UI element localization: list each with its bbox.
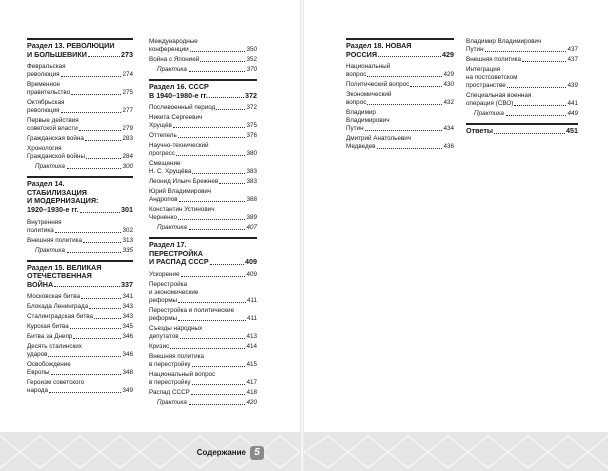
toc-entry-title: Андропов [149, 196, 178, 204]
toc-page-number: 284 [122, 153, 133, 161]
section-divider [27, 260, 133, 262]
toc-page-number: 407 [246, 224, 257, 232]
toc-practice-entry [27, 163, 133, 171]
toc-page-number: 383 [246, 178, 257, 186]
toc-entry-title: РОССИЯ [346, 49, 378, 59]
toc-entry-title: Ускорение [149, 270, 180, 278]
toc-page-number: 429 [443, 71, 454, 79]
dot-leader [377, 148, 443, 149]
page-number-badge: 5 [250, 446, 264, 460]
toc-page-number: 411 [246, 296, 257, 304]
dot-leader [61, 112, 122, 113]
toc-entry-title: реформы [149, 296, 178, 304]
dot-leader [51, 374, 122, 375]
toc-entry-title: Европы [27, 369, 50, 377]
toc-entry-title: Хронология [27, 145, 62, 153]
toc-entry-title: Октябрьская [27, 99, 65, 107]
toc-entry-title: Практика [35, 246, 65, 254]
toc-entry [27, 99, 133, 115]
toc-section-heading [27, 264, 133, 290]
toc-entry-title: народа [27, 387, 49, 395]
dot-leader [170, 348, 245, 349]
dot-leader [180, 338, 246, 339]
toc-entry [27, 135, 133, 143]
toc-entry-title: ударов [27, 351, 48, 359]
dot-leader [48, 356, 121, 357]
toc-entry [149, 353, 257, 369]
toc-entry-title: Съезды народных [149, 324, 203, 332]
toc-entry-title: Война с Японией [149, 56, 200, 63]
dot-leader [73, 338, 121, 339]
toc-entry-title: вопрос [346, 99, 367, 107]
dot-leader [522, 61, 566, 62]
dot-leader [367, 76, 442, 77]
toc-entry [466, 92, 578, 108]
toc-entry-title: реформы [149, 314, 178, 322]
toc-page-number: 346 [122, 351, 133, 359]
dot-leader [192, 384, 246, 385]
toc-entry-title: революция [27, 107, 60, 115]
toc-page-number: 430 [443, 81, 454, 89]
toc-entry-title: Оттепель [149, 132, 177, 140]
toc-entry-title: Битва за Днепр [27, 333, 73, 341]
toc-entry-title: депутатов [149, 332, 179, 340]
toc-entry-title: Кризис [149, 342, 170, 350]
toc-entry [27, 63, 133, 79]
toc-page-number: 349 [122, 387, 133, 395]
toc-entry [27, 303, 133, 311]
dot-leader [54, 286, 120, 287]
toc-page-number: 301 [121, 204, 133, 214]
dot-leader [494, 133, 565, 134]
dot-leader [210, 264, 244, 265]
toc-entry [149, 178, 257, 186]
toc-section-heading [466, 127, 578, 136]
toc-entry-title: Смещение [149, 160, 181, 168]
toc-practice-entry [466, 110, 578, 118]
dot-leader [55, 232, 122, 233]
toc-entry [27, 379, 133, 395]
dot-leader [192, 366, 246, 367]
dot-leader [85, 140, 122, 141]
toc-entry-title: Хрущёв [149, 122, 172, 130]
toc-entry [346, 135, 454, 151]
dot-leader [410, 86, 442, 87]
toc-entry-title: Раздел 13. РЕВОЛЮЦИИ [27, 41, 115, 50]
toc-entry-title: 1920–1930-е гг. [27, 204, 79, 214]
toc-page-number: 341 [122, 293, 133, 301]
toc-entry [27, 81, 133, 97]
toc-entry-title: И БОЛЬШЕВИКИ [27, 49, 87, 59]
toc-page-number: 418 [246, 388, 257, 396]
toc-page-number: 429 [442, 49, 454, 59]
dot-leader [178, 302, 246, 303]
toc-page-number: 343 [122, 313, 133, 321]
toc-entry [27, 343, 133, 359]
left-page [0, 0, 300, 471]
toc-entry-title: Путин [346, 125, 364, 133]
toc-entry-title: вопрос [346, 71, 367, 79]
toc-page-number: 436 [443, 143, 454, 151]
toc-page-number: 345 [122, 323, 133, 331]
toc-page-number: 350 [246, 46, 257, 53]
toc-entry-title: Раздел 14. [27, 179, 65, 189]
toc-entry [346, 91, 454, 107]
section-divider [27, 176, 133, 178]
dot-leader [49, 392, 121, 393]
toc-entry [27, 361, 133, 377]
toc-page-number: 409 [246, 270, 257, 278]
toc-entry [149, 389, 257, 397]
dot-leader [81, 298, 121, 299]
toc-page-number: 335 [122, 246, 133, 254]
dot-leader [365, 130, 443, 131]
toc-entry-title: Константин Устинович [149, 206, 215, 214]
toc-entry-title: Дмитрий Анатольевич [346, 135, 412, 143]
toc-page-number: 275 [122, 89, 133, 97]
toc-entry-title: на постсоветском [466, 74, 518, 81]
section-divider [466, 123, 578, 125]
toc-page-number: 413 [246, 332, 257, 340]
dot-leader [189, 71, 246, 72]
toc-entry-title: советской власти [27, 125, 78, 133]
toc-entry-title: Курская битва [27, 323, 69, 331]
toc-column [466, 38, 578, 140]
dot-leader [506, 115, 567, 116]
dot-leader [88, 56, 120, 57]
toc-entry [346, 63, 454, 79]
toc-entry-title: Героизм советского [27, 379, 85, 387]
dot-leader [189, 404, 246, 405]
toc-entry-title: Десять сталинских [27, 343, 82, 351]
toc-column [27, 38, 133, 397]
section-divider [149, 79, 257, 81]
toc-entry-title: Перестройка [149, 280, 187, 288]
toc-entry [149, 38, 257, 54]
dot-leader [173, 127, 246, 128]
dot-leader [179, 201, 246, 202]
toc-page-number: 437 [567, 56, 578, 63]
toc-entry-title: Временное [27, 81, 60, 89]
page-footer [304, 432, 608, 471]
toc-page-number: 346 [122, 333, 133, 341]
toc-entry-title: Практика [474, 110, 504, 117]
toc-entry-title: Внешняя политика [149, 352, 205, 360]
toc-section-heading [346, 42, 454, 59]
toc-entry [27, 293, 133, 301]
section-divider [149, 237, 257, 239]
section-divider [346, 38, 454, 40]
dot-leader [178, 219, 245, 220]
toc-page-number: 277 [122, 107, 133, 115]
toc-entry-title: Экономический [346, 91, 392, 99]
dot-leader [80, 212, 120, 213]
toc-page-number: 352 [246, 56, 257, 63]
toc-entry-title: Владимир Владимирович [466, 38, 542, 45]
toc-entry-title: Блокада Ленинграда [27, 303, 89, 311]
toc-entry [27, 145, 133, 161]
toc-page-number: 337 [121, 279, 133, 289]
toc-entry-title: правительство [27, 89, 71, 97]
toc-page-number: 370 [246, 66, 257, 73]
dot-leader [70, 328, 122, 329]
toc-page-number: 372 [245, 90, 257, 100]
toc-entry-title: Практика [35, 163, 65, 171]
toc-entry-title: Н. С. Хрущёва [149, 168, 192, 176]
footer-pattern-decoration [304, 432, 608, 471]
toc-page-number: 415 [246, 360, 257, 368]
toc-entry-title: Специальная военная [466, 92, 532, 99]
toc-entry-title: операция (СВО) [466, 100, 514, 107]
toc-entry-title: Сталинградская битва [27, 313, 93, 321]
toc-page-number: 279 [122, 125, 133, 133]
toc-page-number: 372 [246, 104, 257, 112]
toc-entry-title: Московская битва [27, 293, 81, 301]
toc-section-heading [149, 83, 257, 100]
dot-leader [216, 109, 245, 110]
toc-entry [149, 271, 257, 279]
toc-page-number: 417 [246, 378, 257, 386]
toc-page-number: 451 [566, 126, 578, 135]
toc-entry [466, 56, 578, 64]
toc-page-number: 375 [246, 122, 257, 130]
toc-entry [149, 371, 257, 387]
dot-leader [181, 276, 246, 277]
toc-entry [346, 81, 454, 89]
toc-entry-title: конференции [149, 46, 189, 53]
toc-entry-title: Никита Сергеевич [149, 114, 203, 122]
toc-entry [149, 56, 257, 64]
toc-entry-title: пространстве [466, 82, 506, 89]
toc-entry [149, 307, 257, 323]
toc-entry-title: И МОДЕРНИЗАЦИЯ: [27, 196, 99, 206]
toc-entry-title: революция [27, 71, 60, 79]
toc-entry-title: Распад СССР [149, 388, 190, 396]
toc-entry-title: В 1940–1980-е гг. [149, 90, 208, 100]
toc-entry [27, 323, 133, 331]
footer-label: Содержание [196, 448, 246, 457]
toc-practice-entry [149, 66, 257, 74]
toc-entry [149, 132, 257, 140]
toc-entry-title: Владимир [346, 109, 376, 117]
toc-section-heading [27, 180, 133, 214]
dot-leader [209, 97, 244, 98]
toc-page-number: 389 [246, 214, 257, 222]
toc-entry-title: Раздел 16. СССР [149, 82, 209, 91]
toc-entry-title: Ответы [466, 126, 493, 135]
dot-leader [219, 183, 245, 184]
dot-leader [200, 61, 245, 62]
toc-entry-title: Внешняя политика [466, 56, 522, 63]
toc-entry-title: Внутренняя [27, 218, 62, 226]
toc-entry-title: Политический вопрос [346, 81, 410, 89]
toc-entry [149, 142, 257, 158]
toc-entry-title: Леонид Ильич Брежнев [149, 178, 219, 186]
dot-leader [190, 51, 246, 52]
toc-page-number: 273 [121, 49, 133, 59]
toc-entry-title: Гражданская война [27, 135, 84, 143]
toc-entry [149, 160, 257, 176]
toc-page-number: 313 [122, 236, 133, 244]
toc-entry-title: Медведев [346, 143, 376, 151]
toc-page-number: 420 [246, 398, 257, 406]
toc-page-number: 434 [443, 125, 454, 133]
toc-entry-title: Раздел 18. НОВАЯ [346, 41, 412, 50]
dot-leader [191, 394, 246, 395]
toc-entry-title: в перестройку [149, 378, 191, 386]
dot-leader [83, 242, 121, 243]
toc-entry-title: Освобождение [27, 361, 71, 369]
toc-practice-entry [149, 399, 257, 407]
toc-entry-title: в перестройку [149, 360, 191, 368]
toc-page-number: 283 [122, 135, 133, 143]
dot-leader [67, 168, 122, 169]
dot-leader [86, 158, 122, 159]
toc-entry [466, 66, 578, 90]
toc-entry-title: Черненко [149, 214, 177, 222]
toc-column [149, 38, 257, 412]
toc-entry-title: и экономические [149, 288, 199, 296]
toc-entry-title: Раздел 15. ВЕЛИКАЯ [27, 262, 102, 272]
toc-entry-title: Национальный [346, 63, 391, 71]
toc-entry-title: СТАБИЛИЗАЦИЯ [27, 187, 87, 197]
toc-entry-title: Внешняя политика [27, 236, 83, 244]
toc-page-number: 409 [245, 257, 257, 267]
toc-entry-title: прогресс [149, 150, 176, 158]
toc-entry [27, 219, 133, 235]
toc-entry [27, 237, 133, 245]
toc-section-heading [27, 42, 133, 59]
toc-entry-title: Февральская [27, 63, 66, 71]
toc-page-number: 439 [567, 82, 578, 89]
toc-entry [149, 281, 257, 305]
toc-page-number: 300 [122, 163, 133, 171]
toc-practice-entry [149, 224, 257, 232]
toc-entry-title: И РАСПАД СССР [149, 257, 209, 267]
dot-leader [71, 94, 121, 95]
dot-leader [89, 308, 121, 309]
page-footer [0, 432, 300, 471]
toc-entry-title: Путин [466, 46, 484, 53]
toc-page-number: 274 [122, 71, 133, 79]
toc-entry-title: ВОЙНА [27, 279, 54, 289]
toc-entry-title: Первые действия [27, 117, 79, 125]
dot-leader [514, 105, 566, 106]
toc-entry [149, 104, 257, 112]
dot-leader [378, 56, 441, 57]
toc-page-number: 414 [246, 342, 257, 350]
toc-entry-title: политика [27, 226, 54, 234]
toc-entry [466, 38, 578, 54]
toc-page-number: 380 [246, 150, 257, 158]
toc-entry-title: ОТЕЧЕСТВЕННАЯ [27, 271, 92, 281]
dot-leader [176, 155, 245, 156]
toc-entry-title: Владимирович [346, 117, 390, 125]
toc-entry [149, 114, 257, 130]
dot-leader [507, 87, 567, 88]
dot-leader [192, 173, 245, 174]
toc-entry-title: Послевоенный период [149, 104, 216, 112]
toc-entry-title: Интеграция [466, 66, 501, 73]
dot-leader [189, 229, 246, 230]
toc-page-number: 348 [122, 369, 133, 377]
toc-entry-title: Перестройка и политические [149, 306, 235, 314]
toc-entry-title: Раздел 17. [149, 240, 187, 250]
toc-entry-title: Практика [157, 398, 187, 406]
toc-entry-title: ПЕРЕСТРОЙКА [149, 248, 203, 258]
toc-page-number: 437 [567, 46, 578, 53]
dot-leader [67, 252, 122, 253]
dot-leader [485, 51, 567, 52]
toc-entry [27, 313, 133, 321]
toc-page-number: 376 [246, 132, 257, 140]
toc-entry [149, 188, 257, 204]
toc-entry-title: Практика [157, 66, 187, 73]
toc-page-number: 449 [567, 110, 578, 117]
toc-page-number: 302 [122, 226, 133, 234]
toc-entry [346, 109, 454, 133]
dot-leader [367, 104, 442, 105]
toc-entry-title: Практика [157, 224, 187, 232]
dot-leader [178, 137, 246, 138]
dot-leader [178, 320, 246, 321]
toc-entry-title: Гражданской войны [27, 153, 85, 161]
dot-leader [94, 318, 121, 319]
toc-page-number: 432 [443, 99, 454, 107]
toc-entry [27, 117, 133, 133]
toc-practice-entry [27, 247, 133, 255]
toc-entry [149, 206, 257, 222]
toc-page-number: 388 [246, 196, 257, 204]
section-divider [27, 38, 133, 40]
dot-leader [61, 76, 122, 77]
toc-page-number: 411 [246, 314, 257, 322]
toc-entry-title: Юрий Владимирович [149, 188, 212, 196]
toc-entry [149, 343, 257, 351]
toc-page-number: 441 [567, 100, 578, 107]
toc-section-heading [149, 241, 257, 267]
toc-entry [149, 325, 257, 341]
toc-column [346, 38, 454, 153]
toc-entry-title: Национальный вопрос [149, 370, 216, 378]
toc-entry [27, 333, 133, 341]
right-page [304, 0, 608, 471]
dot-leader [79, 130, 122, 131]
toc-page-number: 383 [246, 168, 257, 176]
toc-entry-title: Научно-технический [149, 142, 209, 150]
toc-page-number: 343 [122, 303, 133, 311]
toc-entry-title: Международные [149, 38, 198, 45]
